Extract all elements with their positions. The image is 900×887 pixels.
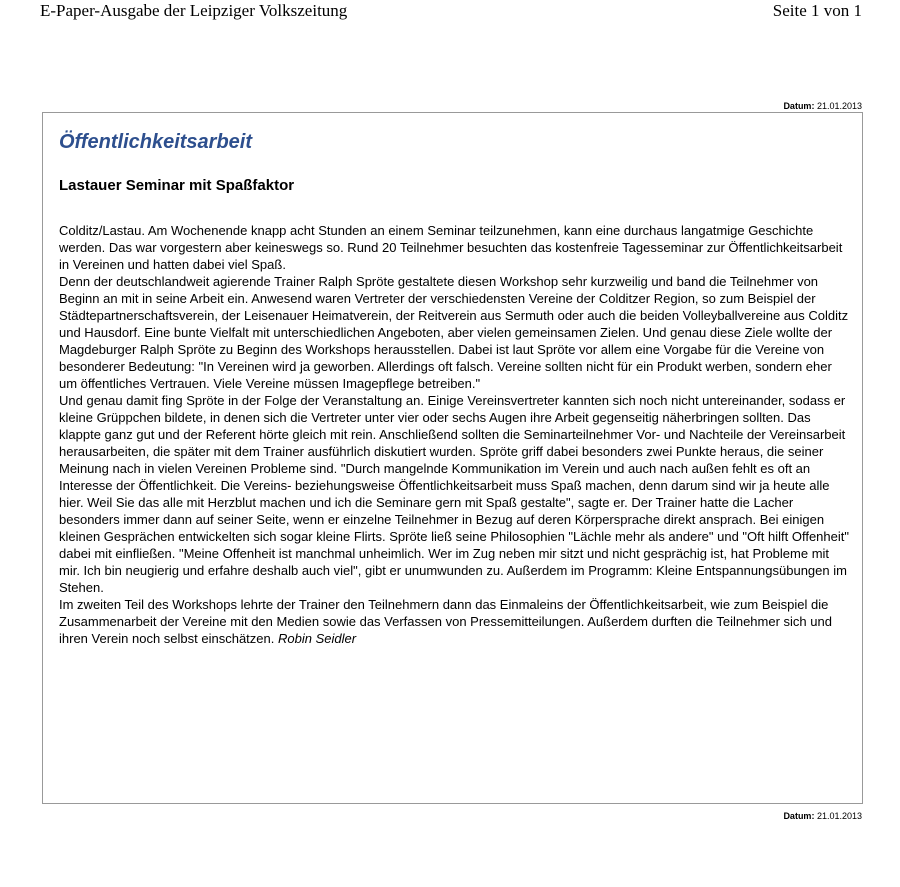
article-paragraph: Colditz/Lastau. Am Wochenende knapp acht Stunden an einem Seminar teilzunehmen, kann eine durchaus langatmige Geschichte werden. Das war vorgestern aber keineswegs so. Rund 20 Teilnehmer besuchten das kostenfreie Tagesseminar zur Öffentlichkeitsarbeit in Vereinen und hatten dabei viel Spaß. xyxy=(59,223,843,272)
date-stamp-top xyxy=(783,101,862,111)
article-body xyxy=(59,222,851,647)
article-headline: Lastauer Seminar mit Spaßfaktor xyxy=(59,177,295,194)
date-label: Datum: xyxy=(783,811,815,821)
date-value: 21.01.2013 xyxy=(816,101,862,111)
date-value: 21.01.2013 xyxy=(816,811,862,821)
article-paragraph: Und genau damit fing Spröte in der Folge der Veranstaltung an. Einige Vereinsvertreter kannten sich noch nicht untereinander, sodass er kleine Grüppchen bildete, in denen sich die Vertreter unter vier oder sechs Augen ihre Arbeit gegenseitig näherbringen sollten. Das klappte ganz gut und der Referent hörte gleich mit rein. Anschließend sollten die Seminarteilnehmer Vor- und Nachteile der Vereinsarbeit herausarbeiten, die später mit dem Trainer ausführlich diskutiert wurden. Spröte griff dabei besonders zwei Punkte heraus, die seiner Meinung nach in vielen Vereinen Probleme sind. "Durch mangelnde Kommunikation im Verein und auch nach außen fehlt es oft an Interesse der Öffentlichkeit. Die Vereins- beziehungsweise Öffentlichkeitsarbeit muss Spaß machen, denn darum sind wir ja heute alle hier. Weil Sie das alle mit Herzblut machen und ich die Seminare gern mit Spaß gestalte", sagte er. Der Trainer hatte die Lacher besonders immer dann auf seiner Seite, wenn er einzelne Teilnehmer in Bezug auf deren Körpersprache direkt ansprach. Bei einigen kleinen Gesprächen entwickelten sich sogar kleine Flirts. Spröte ließ seine Philosophien "Lächle mehr als andere" und "Oft hilft Offenheit" dabei mit einfließen. "Meine Offenheit ist manchmal unheimlich. Wer im Zug neben mir sitzt und nicht gesprächig ist, hat Probleme mit mir. Ich bin neugierig und erfahre deshalb auch viel", gibt er unumwunden zu. Außerdem im Programm: Kleine Entspannungsübungen im Stehen. xyxy=(59,393,849,595)
article-paragraph-text: Im zweiten Teil des Workshops lehrte der Trainer den Teilnehmern dann das Einmaleins der Öffentlichkeitsarbeit, wie zum Beispiel die Zusammenarbeit der Vereine mit den Medien sowie das Verfassen von Pressemitteilungen. Außerdem durften die Teilnehmer sich und ihren Verein noch selbst einschätzen. xyxy=(59,597,832,646)
page-number: Seite 1 von 1 xyxy=(772,1,862,20)
date-stamp-bottom xyxy=(783,811,862,821)
article-box xyxy=(42,112,863,804)
article-paragraph: Denn der deutschlandweit agierende Trainer Ralph Spröte gestaltete diesen Workshop sehr kurzweilig und band die Teilnehmer von Beginn an mit in seine Arbeit ein. Anwesend waren Vertreter der verschiedensten Vereine der Colditzer Region, so zum Beispiel der Städtepartnerschaftsverein, der Leisenauer Heimatverein, der Reitverein aus Sermuth oder auch die beiden Volleyballvereine aus Colditz und Hausdorf. Eine bunte Vielfalt mit unterschiedlichen Angeboten, aber vielen gemeinsamen Zielen. Und genau diese Ziele wollte der Magdeburger Ralph Spröte zu Beginn des Workshops herausstellen. Dabei ist laut Spröte vor allem eine Vorgabe für die Vereine von besonderer Bedeutung: "In Vereinen wird ja geworben. Allerdings oft falsch. Vereine sollten nicht für ein Produkt werben, sondern eher um öffentliches Vertrauen. Viele Vereine müssen Imagepflege betreiben." xyxy=(59,274,849,391)
section-title: Öffentlichkeitsarbeit xyxy=(59,131,253,153)
date-label: Datum: xyxy=(783,101,815,111)
article-author: Robin Seidler xyxy=(277,631,357,646)
page-header xyxy=(40,0,862,22)
publication-title: E-Paper-Ausgabe der Leipziger Volkszeitung xyxy=(40,1,348,20)
article-paragraph-last xyxy=(59,596,851,647)
